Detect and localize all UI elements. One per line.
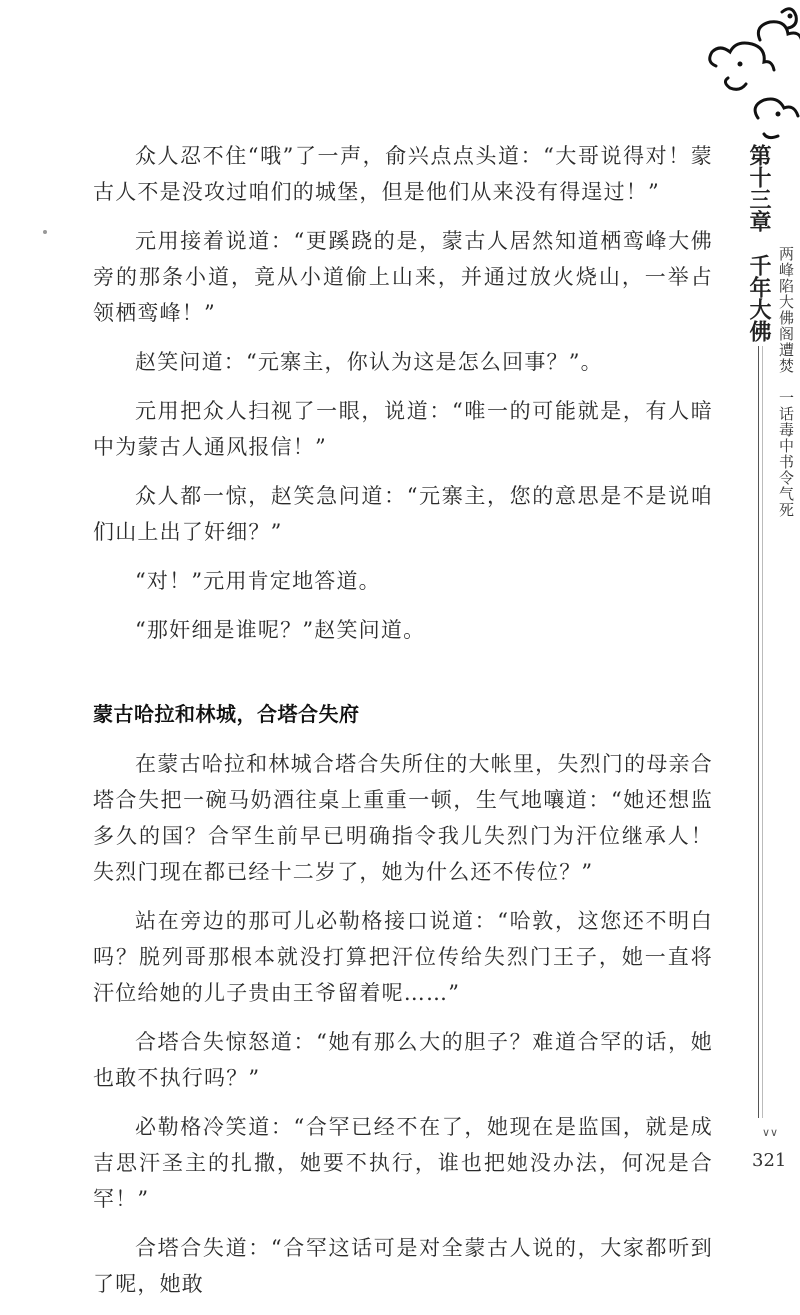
down-arrow-icon: ∨∨: [762, 1126, 779, 1139]
running-head-chapter: 第十三章 千年大佛: [745, 140, 771, 346]
page-number: 321: [752, 1150, 787, 1171]
paragraph: 赵笑问道：“元寨主，你认为这是怎么回事？”。: [135, 350, 603, 374]
section-title: 蒙古哈拉和林城，合塔合失府: [93, 702, 360, 726]
paragraph: 众人忍不住“哦”了一声，俞兴点点头道：“大哥说得对！蒙古人不是没攻过咱们的城堡，但是他们从来没有得逞过！”: [93, 144, 713, 204]
margin-rule: [758, 328, 759, 1118]
running-head-subtitle: 两峰陷大佛阁遭焚 一话毒中书令气死: [777, 246, 795, 518]
paragraph: 合塔合失道：“合罕这话可是对全蒙古人说的，大家都听到了呢，她敢: [93, 1236, 713, 1296]
paragraph: “对！”元用肯定地答道。: [135, 569, 381, 593]
main-text: [93, 138, 713, 1315]
cloud-ornament-icon: [700, 0, 800, 150]
paragraph: 元用把众人扫视了一眼，说道：“唯一的可能就是，有人暗中为蒙古人通风报信！”: [93, 399, 713, 459]
paragraph: 站在旁边的那可儿必勒格接口说道：“哈敦，这您还不明白吗？脱列哥那根本就没打算把汗位传给失烈门王子，她一直将汗位给她的儿子贵由王爷留着呢……”: [93, 909, 713, 1005]
paragraph: 众人都一惊，赵笑急问道：“元寨主，您的意思是不是说咱们山上出了奸细？”: [93, 484, 713, 544]
paragraph: 合塔合失惊怒道：“她有那么大的胆子？难道合罕的话，她也敢不执行吗？”: [93, 1030, 713, 1090]
stray-mark: [43, 230, 47, 234]
paragraph: 必勒格冷笑道：“合罕已经不在了，她现在是监国，就是成吉思汗圣主的扎撒，她要不执行，谁也把她没办法，何况是合罕！”: [93, 1115, 713, 1211]
paragraph: 在蒙古哈拉和林城合塔合失所住的大帐里，失烈门的母亲合塔合失把一碗马奶酒往桌上重重一顿，生气地嚷道：“她还想监多久的国？合罕生前早已明确指令我儿失烈门为汗位继承人！失烈门现在都已经十二岁了，她为什么还不传位？”: [93, 752, 713, 884]
paragraph: 元用接着说道：“更蹊跷的是，蒙古人居然知道栖鸾峰大佛旁的那条小道，竟从小道偷上山来，并通过放火烧山，一举占领栖鸾峰！”: [93, 229, 713, 325]
margin-rule-thin: [762, 328, 763, 1118]
paragraph: “那奸细是谁呢？”赵笑问道。: [135, 618, 426, 642]
